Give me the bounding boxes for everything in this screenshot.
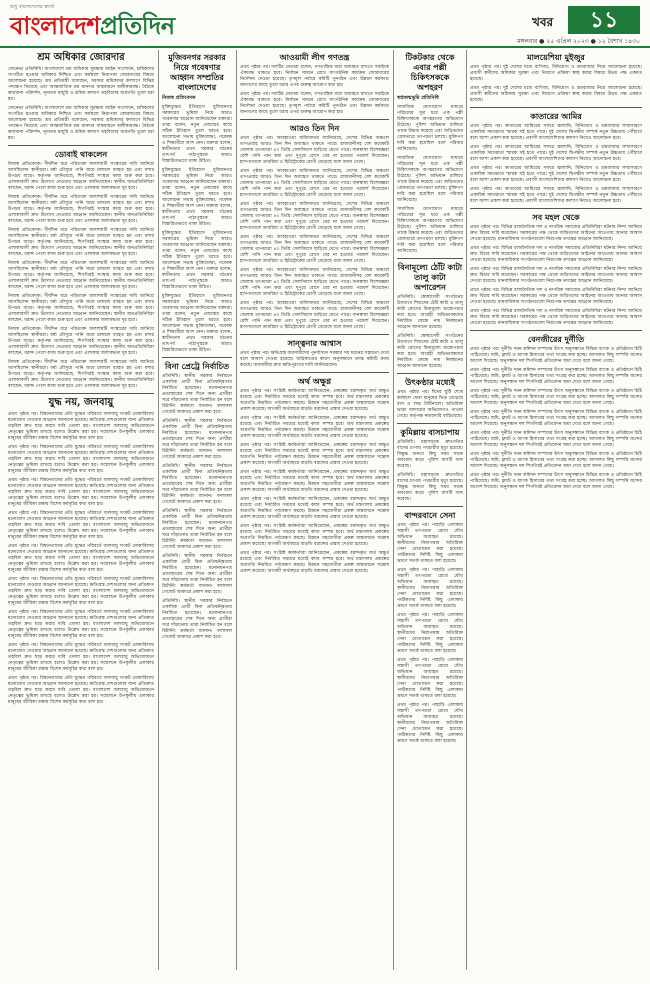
story-headline: বিনামূল্যে ঠোঁট কাটা তালু কাটা অপারেশন [397, 262, 463, 292]
story-divider [470, 208, 642, 209]
story-headline: সান্ত্বনার আশ্বাস [287, 338, 342, 348]
column-divider [236, 50, 237, 970]
story-body: নিজস্ব প্রতিবেদক। দীর্ঘদিন ধরে পরিত্যক্ত জলাশয়টি সংস্কারের দাবি জানিয়ে আসছিলেন স্থানীয়রা। বর্ষা মৌসুমে পানি জমে চলাচল ব্যাহত হয় এবং মশার উপদ্রব বাড়ে। কর্তৃপক্ষ জানিয়েছে, শিগগিরই সংস্কার কাজ শুরু করা হবে। এলাকাবাসী দ্রুত উদ্যোগ নেওয়ার আহ্বান জানিয়েছেন। স্থানীয় জনপ্রতিনিধিরা বলছেন, বরাদ্দ পেলে কাজ শুরু হবে এবং এলাকার জলাবদ্ধতা দূর হবে। [8, 195, 154, 224]
newspaper-logo[interactable] [10, 8, 175, 48]
dateline: মঙ্গলবার ● ২৫ এপ্রিল ২০২৩ ● ১২ বৈশাখ ১৪৩০ [517, 38, 640, 45]
story-all-quarters[interactable] [470, 212, 642, 327]
story-body: প্রথম পৃষ্ঠার পর। পাহাড়ি এলাকায় সন্ত্রাসী তৎপরতা রোধে যৌথ অভিযান অব্যাহত রয়েছে। স্থানীয়দের নিরাপত্তায় অতিরিক্ত সেনা মোতায়েন করা হয়েছে। পর্যটকদের নির্দিষ্ট কিছু এলাকায় ভ্রমণে সতর্ক থাকতে বলা হয়েছে। [397, 703, 463, 744]
logo-part-2: প্রতিদিন [99, 11, 175, 40]
story-body: প্রতিনিধি। স্থানীয় সরকার নির্বাচনে একাধিক প্রার্থী বিনা প্রতিদ্বন্দ্বিতায় নির্বাচিত হয়েছেন। মনোনয়নপত্র প্রত্যাহারের শেষ দিনে অন্য প্রার্থীরা সরে দাঁড়ানোয় তারা নির্বাচিত হন বলে রিটার্নিং কর্মকর্তা জানান। ফলাফল গেজেট আকারে প্রকাশ করা হবে। [162, 599, 232, 640]
story-body: প্রথম পৃষ্ঠার পর। দলটির নেতারা বলেন, গণতান্ত্রিক ধারা অব্যাহত রাখতে সবাইকে ঐক্যবদ্ধ থাকতে হবে। নির্বাচন সামনে রেখে সাংগঠনিক কার্যক্রম জোরদারের নির্দেশনা দেওয়া হয়েছে। তৃণমূল পর্যায়ে কমিটি পুনর্গঠন এবং উন্নয়ন কর্মকাণ্ড জনগণের কাছে তুলে ধরার ওপর গুরুত্ব আরোপ করা হয়। [240, 92, 389, 115]
column-3 [240, 50, 389, 970]
story-divider [397, 506, 463, 507]
story-body: নিজস্ব প্রতিবেদক। দীর্ঘদিন ধরে পরিত্যক্ত জলাশয়টি সংস্কারের দাবি জানিয়ে আসছিলেন স্থানীয়রা। বর্ষা মৌসুমে পানি জমে চলাচল ব্যাহত হয় এবং মশার উপদ্রব বাড়ে। কর্তৃপক্ষ জানিয়েছে, শিগগিরই সংস্কার কাজ শুরু করা হবে। এলাকাবাসী দ্রুত উদ্যোগ নেওয়ার আহ্বান জানিয়েছেন। স্থানীয় জনপ্রতিনিধিরা বলছেন, বরাদ্দ পেলে কাজ শুরু হবে এবং এলাকার জলাবদ্ধতা দূর হবে। [8, 360, 154, 389]
story-body: প্রথম পৃষ্ঠার পর। সংশ্লিষ্ট কর্মকর্তারা জানিয়েছেন, প্রকল্পের বরাদ্দকৃত অর্থ অক্ষুণ্ণ রয়েছে এবং নির্ধারিত সময়ের মধ্যেই কাজ সম্পন্ন হবে। অর্থ মন্ত্রণালয় প্রকল্পের অগ্রগতি নিয়মিত পর্যবেক্ষণ করছে। উন্নয়ন সহযোগীরা প্রকল্প বাস্তবায়নে সন্তোষ প্রকাশ করেছে। আগামী অর্থবছরে বাড়তি বরাদ্দের প্রস্তাব দেওয়া হয়েছে। [240, 389, 389, 412]
story-body: প্রথম পৃষ্ঠার পর। সংশ্লিষ্ট কর্মকর্তারা জানিয়েছেন, প্রকল্পের বরাদ্দকৃত অর্থ অক্ষুণ্ণ রয়েছে এবং নির্ধারিত সময়ের মধ্যেই কাজ সম্পন্ন হবে। অর্থ মন্ত্রণালয় প্রকল্পের অগ্রগতি নিয়মিত পর্যবেক্ষণ করছে। উন্নয়ন সহযোগীরা প্রকল্প বাস্তবায়নে সন্তোষ প্রকাশ করেছে। আগামী অর্থবছরে বাড়তি বরাদ্দের প্রস্তাব দেওয়া হয়েছে। [240, 416, 389, 439]
column-5 [470, 50, 642, 970]
story-body: জেনেভা প্রতিনিধি। বাংলাদেশে শ্রম অধিকার সুরক্ষায় আইন সংশোধন, শ্রমিকদের সংগঠিত হওয়ার অধিকার নিশ্চিত এবং কর্মস্থলে নিরাপত্তা জোরদারের বিষয়ে আলোচনা হয়েছে। শ্রম প্রতিমন্ত্রী বলেছেন, সরকার শ্রমিকদের কল্যাণে বিভিন্ন পদক্ষেপ নিয়েছে এবং আন্তর্জাতিক শ্রম মানদণ্ড বাস্তবায়নে অঙ্গীকারবদ্ধ। বৈঠকে কারখানা পরিদর্শন, ন্যূনতম মজুরি ও শ্রমিক কল্যাণ তহবিলের অগ্রগতি তুলে ধরা হয়। [8, 67, 154, 102]
story-body: প্রতিনিধি। স্বেচ্ছাসেবী সংগঠনের উদ্যোগে শিশুদের ঠোঁট কাটা ও তালু কাটা রোগের বিনামূল্যে অস্ত্রোপচার করা হবে। আগ্রহী অভিভাবকদের নির্ধারিত কেন্দ্রে নাম নিবন্ধনের আহ্বান জানানো হয়েছে। [397, 295, 463, 330]
story-body: প্রথম পৃষ্ঠার পর। সংশ্লিষ্ট কর্মকর্তারা জানিয়েছেন, প্রকল্পের বরাদ্দকৃত অর্থ অক্ষুণ্ণ রয়েছে এবং নির্ধারিত সময়ের মধ্যেই কাজ সম্পন্ন হবে। অর্থ মন্ত্রণালয় প্রকল্পের অগ্রগতি নিয়মিত পর্যবেক্ষণ করছে। উন্নয়ন সহযোগীরা প্রকল্প বাস্তবায়নে সন্তোষ প্রকাশ করেছে। আগামী অর্থবছরে বাড়তি বরাদ্দের প্রস্তাব দেওয়া হয়েছে। [240, 497, 389, 520]
story-elected-unopposed[interactable] [162, 361, 232, 641]
story-body: প্রথম পৃষ্ঠার পর। আবহাওয়া অধিদফতর জানিয়েছে, দেশের বিভিন্ন অঞ্চলে তাপপ্রবাহ আরও তিন দিন অব্যাহত থাকতে পারে। রাজধানীসহ বেশ কয়েকটি জেলায় তাপমাত্রা ৪০ ডিগ্রি সেলসিয়াস ছাড়িয়ে যেতে পারে। জনস্বাস্থ্য বিশেষজ্ঞরা বেশি পানি পান করা এবং দুপুরে রোদে বের না হওয়ার পরামর্শ দিয়েছেন। হাসপাতালে ডায়রিয়া ও হিটস্ট্রোকের রোগী বেড়েছে বলে জানা গেছে। [240, 136, 389, 165]
story-body: প্রতিনিধি। স্থানীয় সরকার নির্বাচনে একাধিক প্রার্থী বিনা প্রতিদ্বন্দ্বিতায় নির্বাচিত হয়েছেন। মনোনয়নপত্র প্রত্যাহারের শেষ দিনে অন্য প্রার্থীরা সরে দাঁড়ানোয় তারা নির্বাচিত হন বলে রিটার্নিং কর্মকর্তা জানান। ফলাফল গেজেট আকারে প্রকাশ করা হবে। [162, 554, 232, 595]
story-body: প্রথম পৃষ্ঠার পর। দুর্নীতি দমন কমিশন সম্পদের উৎস অনুসন্ধানে বিভিন্ন ব্যাংক ও প্রতিষ্ঠানে চিঠি পাঠিয়েছে। জমি, ফ্ল্যাট ও ব্যাংক হিসাবের তথ্য সংগ্রহ করা হচ্ছে। আদালত কিছু সম্পত্তি জব্দের আদেশ দিয়েছে। অনুসন্ধান দল শিগগিরই প্রতিবেদন জমা দেবে বলে জানা গেছে। [470, 347, 642, 364]
story-benazir-corruption[interactable] [470, 334, 642, 491]
story-body: সামাজিক যোগাযোগ মাধ্যমে পরিচয়ের সূত্র ধরে এক পল্লী চিকিৎসককে অপহরণের অভিযোগ উঠেছে। পুলিশ অভিযান চালিয়ে তাকে উদ্ধার করেছে এবং জড়িতদের গ্রেফতারে তৎপরতা চলছে। মুক্তিপণ দাবি করা হয়েছিল বলে পরিবার জানিয়েছে। [397, 105, 463, 152]
masthead [0, 0, 650, 48]
story-bandarban-army[interactable] [397, 510, 463, 745]
column-divider [393, 50, 394, 970]
story-body: প্রথম পৃষ্ঠার পর। কাতারের আমিরের সফরে জ্বালানি, বিনিয়োগ ও শ্রমবাজার সম্প্রসারণে একাধিক সমঝোতা স্মারক সই হতে পারে। দুই দেশের দ্বিপক্ষীয় সম্পর্ক নতুন উচ্চতায় পৌঁছাবে বলে আশা প্রকাশ করা হয়েছে। প্রবাসী বাংলাদেশিদের কল্যাণ নিয়েও আলোচনা হবে। [470, 145, 642, 162]
story-body: প্রথম পৃষ্ঠার পর। বিভিন্ন রাজনৈতিক দল ও নাগরিক সমাজের প্রতিনিধিরা ঘটনার নিন্দা জানিয়ে দ্রুত বিচার দাবি করেছেন। সরকারের পক্ষ থেকে জড়িতদের আইনের আওতায় আনার আশ্বাস দেওয়া হয়েছে। মানবাধিকার সংগঠনগুলো নিরপেক্ষ তদন্তের আহ্বান জানিয়েছে। [470, 309, 642, 326]
story-body: প্রতিনিধি। স্থানীয় সরকার নির্বাচনে একাধিক প্রার্থী বিনা প্রতিদ্বন্দ্বিতায় নির্বাচিত হয়েছেন। মনোনয়নপত্র প্রত্যাহারের শেষ দিনে অন্য প্রার্থীরা সরে দাঁড়ানোয় তারা নির্বাচিত হন বলে রিটার্নিং কর্মকর্তা জানান। ফলাফল গেজেট আকারে প্রকাশ করা হবে। [162, 419, 232, 460]
story-body: প্রথম পৃষ্ঠার পর। বিশ্বনেতাদের প্রতি যুদ্ধের পরিবর্তে জলবায়ু সংকট মোকাবিলায় মনোযোগ দেওয়ার আহ্বান জানানো হয়েছে। ক্ষতিগ্রস্ত দেশগুলোর জন্য প্রতিশ্রুত তহবিল দ্রুত ছাড় করার দাবি তোলা হয়। বাংলাদেশ জলবায়ু অভিযোজনে নেতৃত্বের ভূমিকা রাখছে বলেও উল্লেখ করা হয়। সম্মেলনে উপকূলীয় এলাকার মানুষের জীবিকা রক্ষায় বিশেষ কর্মসূচির কথা বলা হয়। [8, 577, 154, 606]
tagline: শুধু বাংলাদেশের স্বার্থে [10, 4, 54, 10]
story-body: নিজস্ব প্রতিবেদক। দীর্ঘদিন ধরে পরিত্যক্ত জলাশয়টি সংস্কারের দাবি জানিয়ে আসছিলেন স্থানীয়রা। বর্ষা মৌসুমে পানি জমে চলাচল ব্যাহত হয় এবং মশার উপদ্রব বাড়ে। কর্তৃপক্ষ জানিয়েছে, শিগগিরই সংস্কার কাজ শুরু করা হবে। এলাকাবাসী দ্রুত উদ্যোগ নেওয়ার আহ্বান জানিয়েছেন। স্থানীয় জনপ্রতিনিধিরা বলছেন, বরাদ্দ পেলে কাজ শুরু হবে এবং এলাকার জলাবদ্ধতা দূর হবে। [8, 327, 154, 356]
column-divider [466, 50, 467, 970]
story-divider [240, 119, 389, 120]
story-body: প্রথম পৃষ্ঠার পর। দুর্নীতি দমন কমিশন সম্পদের উৎস অনুসন্ধানে বিভিন্ন ব্যাংক ও প্রতিষ্ঠানে চিঠি পাঠিয়েছে। জমি, ফ্ল্যাট ও ব্যাংক হিসাবের তথ্য সংগ্রহ করা হচ্ছে। আদালত কিছু সম্পত্তি জব্দের আদেশ দিয়েছে। অনুসন্ধান দল শিগগিরই প্রতিবেদন জমা দেবে বলে জানা গেছে। [470, 389, 642, 406]
story-body: সামাজিক যোগাযোগ মাধ্যমে পরিচয়ের সূত্র ধরে এক পল্লী চিকিৎসককে অপহরণের অভিযোগ উঠেছে। পুলিশ অভিযান চালিয়ে তাকে উদ্ধার করেছে এবং জড়িতদের গ্রেফতারে তৎপরতা চলছে। মুক্তিপণ দাবি করা হয়েছিল বলে পরিবার জানিয়েছে। [397, 207, 463, 254]
story-divider [8, 145, 154, 146]
story-headline: কাতারের আমির [530, 111, 582, 121]
story-body: প্রথম পৃষ্ঠার পর। কাতারের আমিরের সফরে জ্বালানি, বিনিয়োগ ও শ্রমবাজার সম্প্রসারণে একাধিক সমঝোতা স্মারক সই হতে পারে। দুই দেশের দ্বিপক্ষীয় সম্পর্ক নতুন উচ্চতায় পৌঁছাবে বলে আশা প্রকাশ করা হয়েছে। প্রবাসী বাংলাদেশিদের কল্যাণ নিয়েও আলোচনা হবে। [470, 124, 642, 141]
story-byline: নিজস্ব প্রতিবেদক [162, 95, 196, 101]
story-body: প্রতিনিধি। স্থানীয় সরকার নির্বাচনে একাধিক প্রার্থী বিনা প্রতিদ্বন্দ্বিতায় নির্বাচিত হয়েছেন। মনোনয়নপত্র প্রত্যাহারের শেষ দিনে অন্য প্রার্থীরা সরে দাঁড়ানোয় তারা নির্বাচিত হন বলে রিটার্নিং কর্মকর্তা জানান। ফলাফল গেজেট আকারে প্রকাশ করা হবে। [162, 464, 232, 505]
story-comilla-bus[interactable] [397, 427, 463, 503]
story-mujibnagar[interactable] [162, 52, 232, 354]
column-2 [162, 50, 232, 970]
story-byline: স্বপ্নজন্মভূমি প্রতিনিধি [397, 95, 439, 101]
story-headline: মালয়েশিয়া মুইজুর [527, 52, 585, 62]
story-body: জেনেভা প্রতিনিধি। বাংলাদেশে শ্রম অধিকার সুরক্ষায় আইন সংশোধন, শ্রমিকদের সংগঠিত হওয়ার অধিকার নিশ্চিত এবং কর্মস্থলে নিরাপত্তা জোরদারের বিষয়ে আলোচনা হয়েছে। শ্রম প্রতিমন্ত্রী বলেছেন, সরকার শ্রমিকদের কল্যাণে বিভিন্ন পদক্ষেপ নিয়েছে এবং আন্তর্জাতিক শ্রম মানদণ্ড বাস্তবায়নে অঙ্গীকারবদ্ধ। বৈঠকে কারখানা পরিদর্শন, ন্যূনতম মজুরি ও শ্রমিক কল্যাণ তহবিলের অগ্রগতি তুলে ধরা হয়। [8, 106, 154, 141]
story-body: প্রতিনিধি। স্থানীয় সরকার নির্বাচনে একাধিক প্রার্থী বিনা প্রতিদ্বন্দ্বিতায় নির্বাচিত হয়েছেন। মনোনয়নপত্র প্রত্যাহারের শেষ দিনে অন্য প্রার্থীরা সরে দাঁড়ানোয় তারা নির্বাচিত হন বলে রিটার্নিং কর্মকর্তা জানান। ফলাফল গেজেট আকারে প্রকাশ করা হবে। [162, 509, 232, 550]
story-divider [470, 330, 642, 331]
story-body: প্রথম পৃষ্ঠার পর। আবহাওয়া অধিদফতর জানিয়েছে, দেশের বিভিন্ন অঞ্চলে তাপপ্রবাহ আরও তিন দিন অব্যাহত থাকতে পারে। রাজধানীসহ বেশ কয়েকটি জেলায় তাপমাত্রা ৪০ ডিগ্রি সেলসিয়াস ছাড়িয়ে যেতে পারে। জনস্বাস্থ্য বিশেষজ্ঞরা বেশি পানি পান করা এবং দুপুরে রোদে বের না হওয়ার পরামর্শ দিয়েছেন। হাসপাতালে ডায়রিয়া ও হিটস্ট্রোকের রোগী বেড়েছে বলে জানা গেছে। [240, 268, 389, 297]
story-body: প্রথম পৃষ্ঠার পর। দুই দেশের মধ্যে বাণিজ্য, বিনিয়োগ ও শ্রমবাজার নিয়ে আলোচনা হয়েছে। প্রবাসী কর্মীদের অধিকার সুরক্ষা এবং নিয়োগ প্রক্রিয়া স্বচ্ছ করার বিষয়ে উভয় পক্ষ একমত হয়েছে। [470, 86, 642, 103]
story-consolation[interactable] [240, 338, 389, 369]
story-body: প্রথম পৃষ্ঠার পর। সংশ্লিষ্ট কর্মকর্তারা জানিয়েছেন, প্রকল্পের বরাদ্দকৃত অর্থ অক্ষুণ্ণ রয়েছে এবং নির্ধারিত সময়ের মধ্যেই কাজ সম্পন্ন হবে। অর্থ মন্ত্রণালয় প্রকল্পের অগ্রগতি নিয়মিত পর্যবেক্ষণ করছে। উন্নয়ন সহযোগীরা প্রকল্প বাস্তবায়নে সন্তোষ প্রকাশ করেছে। আগামী অর্থবছরে বাড়তি বরাদ্দের প্রস্তাব দেওয়া হয়েছে। [240, 551, 389, 574]
story-body: প্রতিনিধি। মহাসড়কে দ্রুতগতির বাসের চাপায় পথচারীর মৃত্যু হয়েছে। বিক্ষুব্ধ জনতা কিছু সময় সড়ক অবরোধ করে। পুলিশ বাসটি জব্দ করেছে। [397, 473, 463, 502]
story-body: মুক্তিযুদ্ধের ইতিহাসে মুজিবনগর সরকারের ভূমিকা নিয়ে আরও গবেষণার আহ্বান জানিয়েছেন বক্তারা। তারা বলেন, নতুন প্রজন্মের কাছে সঠিক ইতিহাস তুলে ধরতে হবে। আলোচনা সভায় মুক্তিযোদ্ধা, গবেষক ও শিক্ষার্থীরা অংশ নেন। বক্তারা বলেন, স্বাধীনতার প্রথম সরকার গঠনের তাৎপর্য পাঠ্যপুস্তকে আরও বিস্তারিতভাবে থাকা উচিত। [162, 168, 232, 227]
story-headline: বান্দরবানে সেনা [404, 510, 456, 520]
page-number: ১১ [568, 6, 640, 34]
story-divider [397, 423, 463, 424]
story-body: প্রথম পৃষ্ঠার পর। দুর্নীতি দমন কমিশন সম্পদের উৎস অনুসন্ধানে বিভিন্ন ব্যাংক ও প্রতিষ্ঠানে চিঠি পাঠিয়েছে। জমি, ফ্ল্যাট ও ব্যাংক হিসাবের তথ্য সংগ্রহ করা হচ্ছে। আদালত কিছু সম্পত্তি জব্দের আদেশ দিয়েছে। অনুসন্ধান দল শিগগিরই প্রতিবেদন জমা দেবে বলে জানা গেছে। [470, 452, 642, 469]
column-divider [158, 50, 159, 970]
story-labor-rights[interactable] [8, 52, 154, 142]
story-headline: ডোবাই থাকলেন [54, 149, 108, 159]
story-body: প্রতিনিধি। স্থানীয় সরকার নির্বাচনে একাধিক প্রার্থী বিনা প্রতিদ্বন্দ্বিতায় নির্বাচিত হয়েছেন। মনোনয়নপত্র প্রত্যাহারের শেষ দিনে অন্য প্রার্থীরা সরে দাঁড়ানোয় তারা নির্বাচিত হন বলে রিটার্নিং কর্মকর্তা জানান। ফলাফল গেজেট আকারে প্রকাশ করা হবে। [162, 374, 232, 415]
story-body: মুক্তিযুদ্ধের ইতিহাসে মুজিবনগর সরকারের ভূমিকা নিয়ে আরও গবেষণার আহ্বান জানিয়েছেন বক্তারা। তারা বলেন, নতুন প্রজন্মের কাছে সঠিক ইতিহাস তুলে ধরতে হবে। আলোচনা সভায় মুক্তিযোদ্ধা, গবেষক ও শিক্ষার্থীরা অংশ নেন। বক্তারা বলেন, স্বাধীনতার প্রথম সরকার গঠনের তাৎপর্য পাঠ্যপুস্তকে আরও বিস্তারিতভাবে থাকা উচিত। [162, 105, 232, 164]
story-headline: বিনা প্রেট্রে নির্বাচিত [165, 361, 229, 371]
story-malaysia[interactable] [470, 52, 642, 104]
story-body: প্রথম পৃষ্ঠার পর। দলটির নেতারা বলেন, গণতান্ত্রিক ধারা অব্যাহত রাখতে সবাইকে ঐক্যবদ্ধ থাকতে হবে। নির্বাচন সামনে রেখে সাংগঠনিক কার্যক্রম জোরদারের নির্দেশনা দেওয়া হয়েছে। তৃণমূল পর্যায়ে কমিটি পুনর্গঠন এবং উন্নয়ন কর্মকাণ্ড জনগণের কাছে তুলে ধরার ওপর গুরুত্ব আরোপ করা হয়। [240, 65, 389, 88]
story-divider [240, 334, 389, 335]
story-body: প্রথম পৃষ্ঠার পর। দুর্নীতি দমন কমিশন সম্পদের উৎস অনুসন্ধানে বিভিন্ন ব্যাংক ও প্রতিষ্ঠানে চিঠি পাঠিয়েছে। জমি, ফ্ল্যাট ও ব্যাংক হিসাবের তথ্য সংগ্রহ করা হচ্ছে। আদালত কিছু সম্পত্তি জব্দের আদেশ দিয়েছে। অনুসন্ধান দল শিগগিরই প্রতিবেদন জমা দেবে বলে জানা গেছে। [470, 368, 642, 385]
story-headline: টিকটকার থেকে এবার পল্লী চিকিৎসককে অপহরণ [405, 52, 455, 92]
story-body: মুক্তিযুদ্ধের ইতিহাসে মুজিবনগর সরকারের ভূমিকা নিয়ে আরও গবেষণার আহ্বান জানিয়েছেন বক্তারা। তারা বলেন, নতুন প্রজন্মের কাছে সঠিক ইতিহাস তুলে ধরতে হবে। আলোচনা সভায় মুক্তিযোদ্ধা, গবেষক ও শিক্ষার্থীরা অংশ নেন। বক্তারা বলেন, স্বাধীনতার প্রথম সরকার গঠনের তাৎপর্য পাঠ্যপুস্তকে আরও বিস্তারিতভাবে থাকা উচিত। [162, 231, 232, 290]
story-body: প্রথম পৃষ্ঠার পর। বিশ্বনেতাদের প্রতি যুদ্ধের পরিবর্তে জলবায়ু সংকট মোকাবিলায় মনোযোগ দেওয়ার আহ্বান জানানো হয়েছে। ক্ষতিগ্রস্ত দেশগুলোর জন্য প্রতিশ্রুত তহবিল দ্রুত ছাড় করার দাবি তোলা হয়। বাংলাদেশ জলবায়ু অভিযোজনে নেতৃত্বের ভূমিকা রাখছে বলেও উল্লেখ করা হয়। সম্মেলনে উপকূলীয় এলাকার মানুষের জীবিকা রক্ষায় বিশেষ কর্মসূচির কথা বলা হয়। [8, 445, 154, 474]
story-headline: মুজিবনগর সরকার নিয়ে গবেষণার আহ্বান সম্প্রতির বাংলাদেশের [168, 52, 226, 92]
story-headline: শ্রম অধিকার জোরদার [37, 52, 125, 63]
column-1 [8, 50, 154, 970]
story-body: প্রথম পৃষ্ঠার পর। বিশ্বনেতাদের প্রতি যুদ্ধের পরিবর্তে জলবায়ু সংকট মোকাবিলায় মনোযোগ দেওয়ার আহ্বান জানানো হয়েছে। ক্ষতিগ্রস্ত দেশগুলোর জন্য প্রতিশ্রুত তহবিল দ্রুত ছাড় করার দাবি তোলা হয়। বাংলাদেশ জলবায়ু অভিযোজনে নেতৃত্বের ভূমিকা রাখছে বলেও উল্লেখ করা হয়। সম্মেলনে উপকূলীয় এলাকার মানুষের জীবিকা রক্ষায় বিশেষ কর্মসূচির কথা বলা হয়। [8, 643, 154, 672]
story-divider [470, 107, 642, 108]
story-body: প্রথম পৃষ্ঠার পর। সংশ্লিষ্ট কর্মকর্তারা জানিয়েছেন, প্রকল্পের বরাদ্দকৃত অর্থ অক্ষুণ্ণ রয়েছে এবং নির্ধারিত সময়ের মধ্যেই কাজ সম্পন্ন হবে। অর্থ মন্ত্রণালয় প্রকল্পের অগ্রগতি নিয়মিত পর্যবেক্ষণ করছে। উন্নয়ন সহযোগীরা প্রকল্প বাস্তবায়নে সন্তোষ প্রকাশ করেছে। আগামী অর্থবছরে বাড়তি বরাদ্দের প্রস্তাব দেওয়া হয়েছে। [240, 524, 389, 547]
story-body: নিজস্ব প্রতিবেদক। দীর্ঘদিন ধরে পরিত্যক্ত জলাশয়টি সংস্কারের দাবি জানিয়ে আসছিলেন স্থানীয়রা। বর্ষা মৌসুমে পানি জমে চলাচল ব্যাহত হয় এবং মশার উপদ্রব বাড়ে। কর্তৃপক্ষ জানিয়েছে, শিগগিরই সংস্কার কাজ শুরু করা হবে। এলাকাবাসী দ্রুত উদ্যোগ নেওয়ার আহ্বান জানিয়েছেন। স্থানীয় জনপ্রতিনিধিরা বলছেন, বরাদ্দ পেলে কাজ শুরু হবে এবং এলাকার জলাবদ্ধতা দূর হবে। [8, 228, 154, 257]
story-body: প্রথম পৃষ্ঠার পর। পাহাড়ি এলাকায় সন্ত্রাসী তৎপরতা রোধে যৌথ অভিযান অব্যাহত রয়েছে। স্থানীয়দের নিরাপত্তায় অতিরিক্ত সেনা মোতায়েন করা হয়েছে। পর্যটকদের নির্দিষ্ট কিছু এলাকায় ভ্রমণে সতর্ক থাকতে বলা হয়েছে। [397, 658, 463, 699]
story-body: প্রথম পৃষ্ঠার পর। কাতারের আমিরের সফরে জ্বালানি, বিনিয়োগ ও শ্রমবাজার সম্প্রসারণে একাধিক সমঝোতা স্মারক সই হতে পারে। দুই দেশের দ্বিপক্ষীয় সম্পর্ক নতুন উচ্চতায় পৌঁছাবে বলে আশা প্রকাশ করা হয়েছে। প্রবাসী বাংলাদেশিদের কল্যাণ নিয়েও আলোচনা হবে। [470, 187, 642, 204]
section-label: খবর [532, 15, 554, 29]
story-cleft-surgery[interactable] [397, 262, 463, 370]
story-awami-league[interactable] [240, 52, 389, 116]
story-headline: সব মহল থেকে [532, 212, 580, 222]
story-body: প্রথম পৃষ্ঠার পর। বিশ্বনেতাদের প্রতি যুদ্ধের পরিবর্তে জলবায়ু সংকট মোকাবিলায় মনোযোগ দেওয়ার আহ্বান জানানো হয়েছে। ক্ষতিগ্রস্ত দেশগুলোর জন্য প্রতিশ্রুত তহবিল দ্রুত ছাড় করার দাবি তোলা হয়। বাংলাদেশ জলবায়ু অভিযোজনে নেতৃত্বের ভূমিকা রাখছে বলেও উল্লেখ করা হয়। সম্মেলনে উপকূলীয় এলাকার মানুষের জীবিকা রক্ষায় বিশেষ কর্মসূচির কথা বলা হয়। [8, 610, 154, 639]
story-body: প্রথম পৃষ্ঠার পর। পাহাড়ি এলাকায় সন্ত্রাসী তৎপরতা রোধে যৌথ অভিযান অব্যাহত রয়েছে। স্থানীয়দের নিরাপত্তায় অতিরিক্ত সেনা মোতায়েন করা হয়েছে। পর্যটকদের নির্দিষ্ট কিছু এলাকায় ভ্রমণে সতর্ক থাকতে বলা হয়েছে। [397, 613, 463, 654]
story-body: প্রথম পৃষ্ঠার পর। বিশ্বনেতাদের প্রতি যুদ্ধের পরিবর্তে জলবায়ু সংকট মোকাবিলায় মনোযোগ দেওয়ার আহ্বান জানানো হয়েছে। ক্ষতিগ্রস্ত দেশগুলোর জন্য প্রতিশ্রুত তহবিল দ্রুত ছাড় করার দাবি তোলা হয়। বাংলাদেশ জলবায়ু অভিযোজনে নেতৃত্বের ভূমিকা রাখছে বলেও উল্লেখ করা হয়। সম্মেলনে উপকূলীয় এলাকার মানুষের জীবিকা রক্ষায় বিশেষ কর্মসূচির কথা বলা হয়। [8, 412, 154, 441]
story-body: নিজস্ব প্রতিবেদক। দীর্ঘদিন ধরে পরিত্যক্ত জলাশয়টি সংস্কারের দাবি জানিয়ে আসছিলেন স্থানীয়রা। বর্ষা মৌসুমে পানি জমে চলাচল ব্যাহত হয় এবং মশার উপদ্রব বাড়ে। কর্তৃপক্ষ জানিয়েছে, শিগগিরই সংস্কার কাজ শুরু করা হবে। এলাকাবাসী দ্রুত উদ্যোগ নেওয়ার আহ্বান জানিয়েছেন। স্থানীয় জনপ্রতিনিধিরা বলছেন, বরাদ্দ পেলে কাজ শুরু হবে এবং এলাকার জলাবদ্ধতা দূর হবে। [8, 261, 154, 290]
story-body: সামাজিক যোগাযোগ মাধ্যমে পরিচয়ের সূত্র ধরে এক পল্লী চিকিৎসককে অপহরণের অভিযোগ উঠেছে। পুলিশ অভিযান চালিয়ে তাকে উদ্ধার করেছে এবং জড়িতদের গ্রেফতারে তৎপরতা চলছে। মুক্তিপণ দাবি করা হয়েছিল বলে পরিবার জানিয়েছে। [397, 156, 463, 203]
story-body: প্রথম পৃষ্ঠার পর। বিভিন্ন রাজনৈতিক দল ও নাগরিক সমাজের প্রতিনিধিরা ঘটনার নিন্দা জানিয়ে দ্রুত বিচার দাবি করেছেন। সরকারের পক্ষ থেকে জড়িতদের আইনের আওতায় আনার আশ্বাস দেওয়া হয়েছে। মানবাধিকার সংগঠনগুলো নিরপেক্ষ তদন্তের আহ্বান জানিয়েছে। [470, 225, 642, 242]
story-funds-intact[interactable] [240, 376, 389, 575]
story-divider [397, 258, 463, 259]
story-body: প্রথম পৃষ্ঠার পর। আবহাওয়া অধিদফতর জানিয়েছে, দেশের বিভিন্ন অঞ্চলে তাপপ্রবাহ আরও তিন দিন অব্যাহত থাকতে পারে। রাজধানীসহ বেশ কয়েকটি জেলায় তাপমাত্রা ৪০ ডিগ্রি সেলসিয়াস ছাড়িয়ে যেতে পারে। জনস্বাস্থ্য বিশেষজ্ঞরা বেশি পানি পান করা এবং দুপুরে রোদে বের না হওয়ার পরামর্শ দিয়েছেন। হাসপাতালে ডায়রিয়া ও হিটস্ট্রোকের রোগী বেড়েছে বলে জানা গেছে। [240, 235, 389, 264]
story-body: প্রথম পৃষ্ঠার পর। বিভিন্ন রাজনৈতিক দল ও নাগরিক সমাজের প্রতিনিধিরা ঘটনার নিন্দা জানিয়ে দ্রুত বিচার দাবি করেছেন। সরকারের পক্ষ থেকে জড়িতদের আইনের আওতায় আনার আশ্বাস দেওয়া হয়েছে। মানবাধিকার সংগঠনগুলো নিরপেক্ষ তদন্তের আহ্বান জানিয়েছে। [470, 246, 642, 263]
story-qatar-emir[interactable] [470, 111, 642, 205]
story-divider [8, 393, 154, 394]
story-pond[interactable] [8, 149, 154, 390]
story-body: প্রথম পৃষ্ঠার পর। বিশ্বনেতাদের প্রতি যুদ্ধের পরিবর্তে জলবায়ু সংকট মোকাবিলায় মনোযোগ দেওয়ার আহ্বান জানানো হয়েছে। ক্ষতিগ্রস্ত দেশগুলোর জন্য প্রতিশ্রুত তহবিল দ্রুত ছাড় করার দাবি তোলা হয়। বাংলাদেশ জলবায়ু অভিযোজনে নেতৃত্বের ভূমিকা রাখছে বলেও উল্লেখ করা হয়। সম্মেলনে উপকূলীয় এলাকার মানুষের জীবিকা রক্ষায় বিশেষ কর্মসূচির কথা বলা হয়। [8, 544, 154, 573]
story-three-days[interactable] [240, 123, 389, 331]
story-body: প্রথম পৃষ্ঠার পর। দুর্নীতি দমন কমিশন সম্পদের উৎস অনুসন্ধানে বিভিন্ন ব্যাংক ও প্রতিষ্ঠানে চিঠি পাঠিয়েছে। জমি, ফ্ল্যাট ও ব্যাংক হিসাবের তথ্য সংগ্রহ করা হচ্ছে। আদালত কিছু সম্পত্তি জব্দের আদেশ দিয়েছে। অনুসন্ধান দল শিগগিরই প্রতিবেদন জমা দেবে বলে জানা গেছে। [470, 473, 642, 490]
story-body: প্রতিনিধি। স্বেচ্ছাসেবী সংগঠনের উদ্যোগে শিশুদের ঠোঁট কাটা ও তালু কাটা রোগের বিনামূল্যে অস্ত্রোপচার করা হবে। আগ্রহী অভিভাবকদের নির্ধারিত কেন্দ্রে নাম নিবন্ধনের আহ্বান জানানো হয়েছে। [397, 334, 463, 369]
story-body: প্রথম পৃষ্ঠার পর। বিভিন্ন রাজনৈতিক দল ও নাগরিক সমাজের প্রতিনিধিরা ঘটনার নিন্দা জানিয়ে দ্রুত বিচার দাবি করেছেন। সরকারের পক্ষ থেকে জড়িতদের আইনের আওতায় আনার আশ্বাস দেওয়া হয়েছে। মানবাধিকার সংগঠনগুলো নিরপেক্ষ তদন্তের আহ্বান জানিয়েছে। [470, 288, 642, 305]
story-headline: আরও তিন দিন [289, 123, 340, 133]
story-body: প্রথম পৃষ্ঠার পর। দুই দেশের মধ্যে বাণিজ্য, বিনিয়োগ ও শ্রমবাজার নিয়ে আলোচনা হয়েছে। প্রবাসী কর্মীদের অধিকার সুরক্ষা এবং নিয়োগ প্রক্রিয়া স্বচ্ছ করার বিষয়ে উভয় পক্ষ একমত হয়েছে। [470, 65, 642, 82]
story-body: প্রথম পৃষ্ঠার পর। আবহাওয়া অধিদফতর জানিয়েছে, দেশের বিভিন্ন অঞ্চলে তাপপ্রবাহ আরও তিন দিন অব্যাহত থাকতে পারে। রাজধানীসহ বেশ কয়েকটি জেলায় তাপমাত্রা ৪০ ডিগ্রি সেলসিয়াস ছাড়িয়ে যেতে পারে। জনস্বাস্থ্য বিশেষজ্ঞরা বেশি পানি পান করা এবং দুপুরে রোদে বের না হওয়ার পরামর্শ দিয়েছেন। হাসপাতালে ডায়রিয়া ও হিটস্ট্রোকের রোগী বেড়েছে বলে জানা গেছে। [240, 202, 389, 231]
story-divider [397, 373, 463, 374]
story-body: প্রথম পৃষ্ঠার পর। পাহাড়ি এলাকায় সন্ত্রাসী তৎপরতা রোধে যৌথ অভিযান অব্যাহত রয়েছে। স্থানীয়দের নিরাপত্তায় অতিরিক্ত সেনা মোতায়েন করা হয়েছে। পর্যটকদের নির্দিষ্ট কিছু এলাকায় ভ্রমণে সতর্ক থাকতে বলা হয়েছে। [397, 568, 463, 609]
story-body: প্রথম পৃষ্ঠার পর। কাতারের আমিরের সফরে জ্বালানি, বিনিয়োগ ও শ্রমবাজার সম্প্রসারণে একাধিক সমঝোতা স্মারক সই হতে পারে। দুই দেশের দ্বিপক্ষীয় সম্পর্ক নতুন উচ্চতায় পৌঁছাবে বলে আশা প্রকাশ করা হয়েছে। প্রবাসী বাংলাদেশিদের কল্যাণ নিয়েও আলোচনা হবে। [470, 166, 642, 183]
story-body: প্রথম পৃষ্ঠার পর। সংশ্লিষ্ট কর্মকর্তারা জানিয়েছেন, প্রকল্পের বরাদ্দকৃত অর্থ অক্ষুণ্ণ রয়েছে এবং নির্ধারিত সময়ের মধ্যেই কাজ সম্পন্ন হবে। অর্থ মন্ত্রণালয় প্রকল্পের অগ্রগতি নিয়মিত পর্যবেক্ষণ করছে। উন্নয়ন সহযোগীরা প্রকল্প বাস্তবায়নে সন্তোষ প্রকাশ করেছে। আগামী অর্থবছরে বাড়তি বরাদ্দের প্রস্তাব দেওয়া হয়েছে। [240, 443, 389, 466]
story-body: প্রতিনিধি। মহাসড়কে দ্রুতগতির বাসের চাপায় পথচারীর মৃত্যু হয়েছে। বিক্ষুব্ধ জনতা কিছু সময় সড়ক অবরোধ করে। পুলিশ বাসটি জব্দ করেছে। [397, 440, 463, 469]
story-anxiety[interactable] [397, 377, 463, 420]
story-body: প্রথম পৃষ্ঠার পর। ঈদের ছুটি শেষে কর্মস্থলে ফেরা মানুষের ভিড় বেড়েছে বাস ও লঞ্চ টার্মিনালে। অতিরিক্ত ভাড়া আদায়ের অভিযোগও পাওয়া গেছে। কর্তৃপক্ষ নজরদারি বাড়িয়েছে। [397, 390, 463, 419]
story-body: প্রথম পৃষ্ঠার পর। বিশ্বনেতাদের প্রতি যুদ্ধের পরিবর্তে জলবায়ু সংকট মোকাবিলায় মনোযোগ দেওয়ার আহ্বান জানানো হয়েছে। ক্ষতিগ্রস্ত দেশগুলোর জন্য প্রতিশ্রুত তহবিল দ্রুত ছাড় করার দাবি তোলা হয়। বাংলাদেশ জলবায়ু অভিযোজনে নেতৃত্বের ভূমিকা রাখছে বলেও উল্লেখ করা হয়। সম্মেলনে উপকূলীয় এলাকার মানুষের জীবিকা রক্ষায় বিশেষ কর্মসূচির কথা বলা হয়। [8, 511, 154, 540]
story-tiktoker-abduction[interactable] [397, 52, 463, 255]
story-body: নিজস্ব প্রতিবেদক। দীর্ঘদিন ধরে পরিত্যক্ত জলাশয়টি সংস্কারের দাবি জানিয়ে আসছিলেন স্থানীয়রা। বর্ষা মৌসুমে পানি জমে চলাচল ব্যাহত হয় এবং মশার উপদ্রব বাড়ে। কর্তৃপক্ষ জানিয়েছে, শিগগিরই সংস্কার কাজ শুরু করা হবে। এলাকাবাসী দ্রুত উদ্যোগ নেওয়ার আহ্বান জানিয়েছেন। স্থানীয় জনপ্রতিনিধিরা বলছেন, বরাদ্দ পেলে কাজ শুরু হবে এবং এলাকার জলাবদ্ধতা দূর হবে। [8, 294, 154, 323]
story-headline: কুমিল্লায় বাসচাপায় [400, 427, 460, 437]
story-headline: যুদ্ধ নয়, জনবায়ু [48, 397, 114, 408]
story-body: নিজস্ব প্রতিবেদক। দীর্ঘদিন ধরে পরিত্যক্ত জলাশয়টি সংস্কারের দাবি জানিয়ে আসছিলেন স্থানীয়রা। বর্ষা মৌসুমে পানি জমে চলাচল ব্যাহত হয় এবং মশার উপদ্রব বাড়ে। কর্তৃপক্ষ জানিয়েছে, শিগগিরই সংস্কার কাজ শুরু করা হবে। এলাকাবাসী দ্রুত উদ্যোগ নেওয়ার আহ্বান জানিয়েছেন। স্থানীয় জনপ্রতিনিধিরা বলছেন, বরাদ্দ পেলে কাজ শুরু হবে এবং এলাকার জলাবদ্ধতা দূর হবে। [8, 162, 154, 191]
story-headline: অর্থ অক্ষুণ্ণ [297, 376, 332, 386]
story-body: প্রথম পৃষ্ঠার পর। বিভিন্ন রাজনৈতিক দল ও নাগরিক সমাজের প্রতিনিধিরা ঘটনার নিন্দা জানিয়ে দ্রুত বিচার দাবি করেছেন। সরকারের পক্ষ থেকে জড়িতদের আইনের আওতায় আনার আশ্বাস দেওয়া হয়েছে। মানবাধিকার সংগঠনগুলো নিরপেক্ষ তদন্তের আহ্বান জানিয়েছে। [470, 267, 642, 284]
story-headline: বেনজীরের দুর্নীতি [527, 334, 585, 344]
story-body: প্রথম পৃষ্ঠার পর। বিশ্বনেতাদের প্রতি যুদ্ধের পরিবর্তে জলবায়ু সংকট মোকাবিলায় মনোযোগ দেওয়ার আহ্বান জানানো হয়েছে। ক্ষতিগ্রস্ত দেশগুলোর জন্য প্রতিশ্রুত তহবিল দ্রুত ছাড় করার দাবি তোলা হয়। বাংলাদেশ জলবায়ু অভিযোজনে নেতৃত্বের ভূমিকা রাখছে বলেও উল্লেখ করা হয়। সম্মেলনে উপকূলীয় এলাকার মানুষের জীবিকা রক্ষায় বিশেষ কর্মসূচির কথা বলা হয়। [8, 478, 154, 507]
story-body: প্রথম পৃষ্ঠার পর। আবহাওয়া অধিদফতর জানিয়েছে, দেশের বিভিন্ন অঞ্চলে তাপপ্রবাহ আরও তিন দিন অব্যাহত থাকতে পারে। রাজধানীসহ বেশ কয়েকটি জেলায় তাপমাত্রা ৪০ ডিগ্রি সেলসিয়াস ছাড়িয়ে যেতে পারে। জনস্বাস্থ্য বিশেষজ্ঞরা বেশি পানি পান করা এবং দুপুরে রোদে বের না হওয়ার পরামর্শ দিয়েছেন। হাসপাতালে ডায়রিয়া ও হিটস্ট্রোকের রোগী বেড়েছে বলে জানা গেছে। [240, 169, 389, 198]
story-climate[interactable] [8, 397, 154, 706]
story-body: প্রথম পৃষ্ঠার পর। আবহাওয়া অধিদফতর জানিয়েছে, দেশের বিভিন্ন অঞ্চলে তাপপ্রবাহ আরও তিন দিন অব্যাহত থাকতে পারে। রাজধানীসহ বেশ কয়েকটি জেলায় তাপমাত্রা ৪০ ডিগ্রি সেলসিয়াস ছাড়িয়ে যেতে পারে। জনস্বাস্থ্য বিশেষজ্ঞরা বেশি পানি পান করা এবং দুপুরে রোদে বের না হওয়ার পরামর্শ দিয়েছেন। হাসপাতালে ডায়রিয়া ও হিটস্ট্রোকের রোগী বেড়েছে বলে জানা গেছে। [240, 301, 389, 330]
story-body: প্রথম পৃষ্ঠার পর। বিশ্বনেতাদের প্রতি যুদ্ধের পরিবর্তে জলবায়ু সংকট মোকাবিলায় মনোযোগ দেওয়ার আহ্বান জানানো হয়েছে। ক্ষতিগ্রস্ত দেশগুলোর জন্য প্রতিশ্রুত তহবিল দ্রুত ছাড় করার দাবি তোলা হয়। বাংলাদেশ জলবায়ু অভিযোজনে নেতৃত্বের ভূমিকা রাখছে বলেও উল্লেখ করা হয়। সম্মেলনে উপকূলীয় এলাকার মানুষের জীবিকা রক্ষায় বিশেষ কর্মসূচির কথা বলা হয়। [8, 676, 154, 705]
story-divider [240, 372, 389, 373]
story-headline: আওয়ামী লীগ গণতন্ত্র [279, 52, 350, 62]
story-body: প্রথম পৃষ্ঠার পর। সংশ্লিষ্ট কর্মকর্তারা জানিয়েছেন, প্রকল্পের বরাদ্দকৃত অর্থ অক্ষুণ্ণ রয়েছে এবং নির্ধারিত সময়ের মধ্যেই কাজ সম্পন্ন হবে। অর্থ মন্ত্রণালয় প্রকল্পের অগ্রগতি নিয়মিত পর্যবেক্ষণ করছে। উন্নয়ন সহযোগীরা প্রকল্প বাস্তবায়নে সন্তোষ প্রকাশ করেছে। আগামী অর্থবছরে বাড়তি বরাদ্দের প্রস্তাব দেওয়া হয়েছে। [240, 470, 389, 493]
story-body: প্রথম পৃষ্ঠার পর। পাহাড়ি এলাকায় সন্ত্রাসী তৎপরতা রোধে যৌথ অভিযান অব্যাহত রয়েছে। স্থানীয়দের নিরাপত্তায় অতিরিক্ত সেনা মোতায়েন করা হয়েছে। পর্যটকদের নির্দিষ্ট কিছু এলাকায় ভ্রমণে সতর্ক থাকতে বলা হয়েছে। [397, 523, 463, 564]
story-body: প্রথম পৃষ্ঠার পর। দুর্নীতি দমন কমিশন সম্পদের উৎস অনুসন্ধানে বিভিন্ন ব্যাংক ও প্রতিষ্ঠানে চিঠি পাঠিয়েছে। জমি, ফ্ল্যাট ও ব্যাংক হিসাবের তথ্য সংগ্রহ করা হচ্ছে। আদালত কিছু সম্পত্তি জব্দের আদেশ দিয়েছে। অনুসন্ধান দল শিগগিরই প্রতিবেদন জমা দেবে বলে জানা গেছে। [470, 431, 642, 448]
story-body: মুক্তিযুদ্ধের ইতিহাসে মুজিবনগর সরকারের ভূমিকা নিয়ে আরও গবেষণার আহ্বান জানিয়েছেন বক্তারা। তারা বলেন, নতুন প্রজন্মের কাছে সঠিক ইতিহাস তুলে ধরতে হবে। আলোচনা সভায় মুক্তিযোদ্ধা, গবেষক ও শিক্ষার্থীরা অংশ নেন। বক্তারা বলেন, স্বাধীনতার প্রথম সরকার গঠনের তাৎপর্য পাঠ্যপুস্তকে আরও বিস্তারিতভাবে থাকা উচিত। [162, 294, 232, 353]
story-divider [162, 357, 232, 358]
column-4 [397, 50, 463, 970]
story-body: প্রথম পৃষ্ঠার পর। দুর্নীতি দমন কমিশন সম্পদের উৎস অনুসন্ধানে বিভিন্ন ব্যাংক ও প্রতিষ্ঠানে চিঠি পাঠিয়েছে। জমি, ফ্ল্যাট ও ব্যাংক হিসাবের তথ্য সংগ্রহ করা হচ্ছে। আদালত কিছু সম্পত্তি জব্দের আদেশ দিয়েছে। অনুসন্ধান দল শিগগিরই প্রতিবেদন জমা দেবে বলে জানা গেছে। [470, 410, 642, 427]
story-body: প্রথম পৃষ্ঠার পর। ক্ষতিগ্রস্ত ব্যবসায়ীদের পুনর্বাসনে সরকার সব ধরনের সহায়তা দেবে বলে আশ্বাস দেওয়া হয়েছে। অগ্নিকাণ্ডের কারণ অনুসন্ধানে তদন্ত কমিটি কাজ করছে। ব্যবসায়ীরা দ্রুত ক্ষতিপূরণের দাবি জানিয়েছেন। [240, 351, 389, 368]
logo-part-1: বাংলাদেশ [10, 11, 100, 40]
story-headline: উৎকণ্ঠার মধ্যেই [405, 377, 455, 387]
